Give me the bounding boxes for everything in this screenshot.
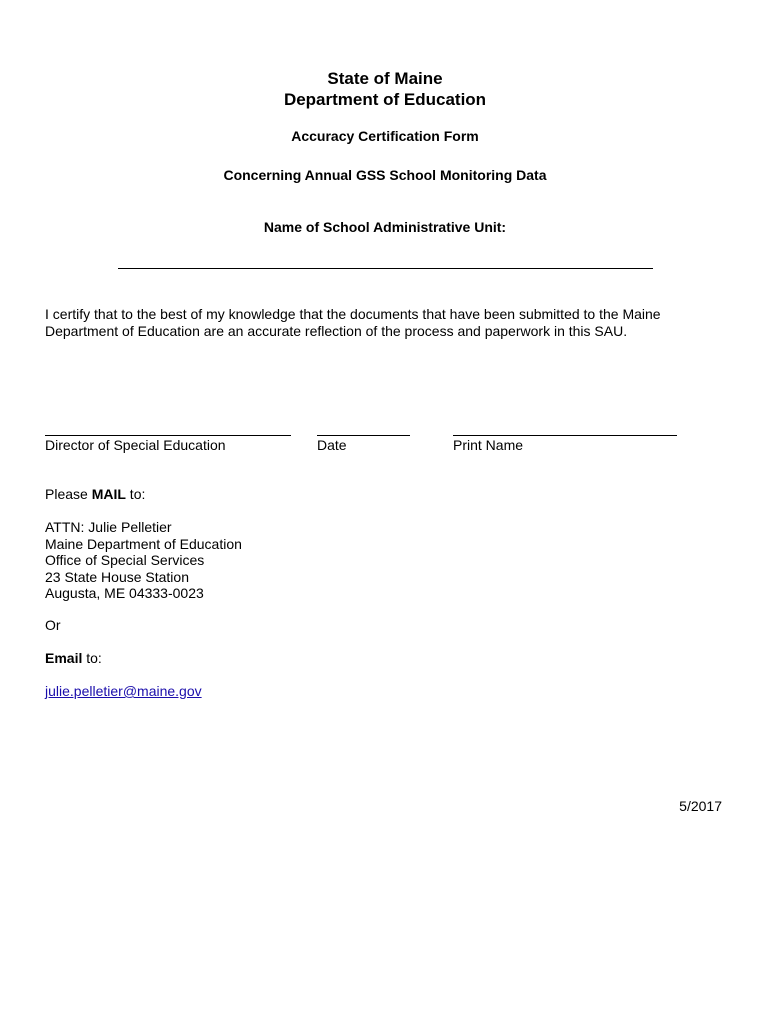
mail-address-line-2: Maine Department of Education — [45, 536, 242, 552]
mail-address-line-3: Office of Special Services — [45, 552, 205, 568]
mail-address-line-1: ATTN: Julie Pelletier — [45, 519, 172, 535]
director-label: Director of Special Education — [45, 437, 226, 453]
sau-name-line[interactable] — [118, 268, 653, 269]
email-address-container — [45, 683, 202, 700]
mail-instruction — [45, 486, 145, 503]
mail-address-line-4: 23 State House Station — [45, 569, 189, 585]
mail-keyword: MAIL — [91, 486, 126, 502]
email-link[interactable]: julie.pelletier@maine.gov — [45, 683, 202, 699]
department-heading: Department of Education — [283, 90, 487, 109]
certification-line-2: Department of Education are an accurate reflection of the process and paperwork in this SAU. — [45, 323, 628, 339]
mail-prefix: Please — [45, 486, 92, 502]
revision-date: 5/2017 — [679, 798, 722, 814]
director-signature-line[interactable] — [45, 435, 291, 436]
state-heading: State of Maine — [327, 69, 443, 88]
print-name-line[interactable] — [453, 435, 677, 436]
mail-suffix: to: — [125, 486, 146, 502]
date-label: Date — [317, 437, 347, 453]
date-line[interactable] — [317, 435, 410, 436]
certification-line-1: I certify that to the best of my knowledge that the documents that have been submitted to the Maine — [45, 306, 661, 322]
email-instruction — [45, 650, 102, 667]
email-keyword: Email — [45, 650, 83, 666]
mail-address-line-5: Augusta, ME 04333-0023 — [45, 585, 204, 601]
or-text: Or — [45, 617, 61, 633]
form-title: Accuracy Certification Form — [291, 128, 479, 144]
sau-label: Name of School Administrative Unit: — [263, 219, 507, 235]
email-suffix: to: — [82, 650, 102, 666]
subject-heading: Concerning Annual GSS School Monitoring Data — [223, 167, 547, 183]
print-name-label: Print Name — [453, 437, 524, 453]
